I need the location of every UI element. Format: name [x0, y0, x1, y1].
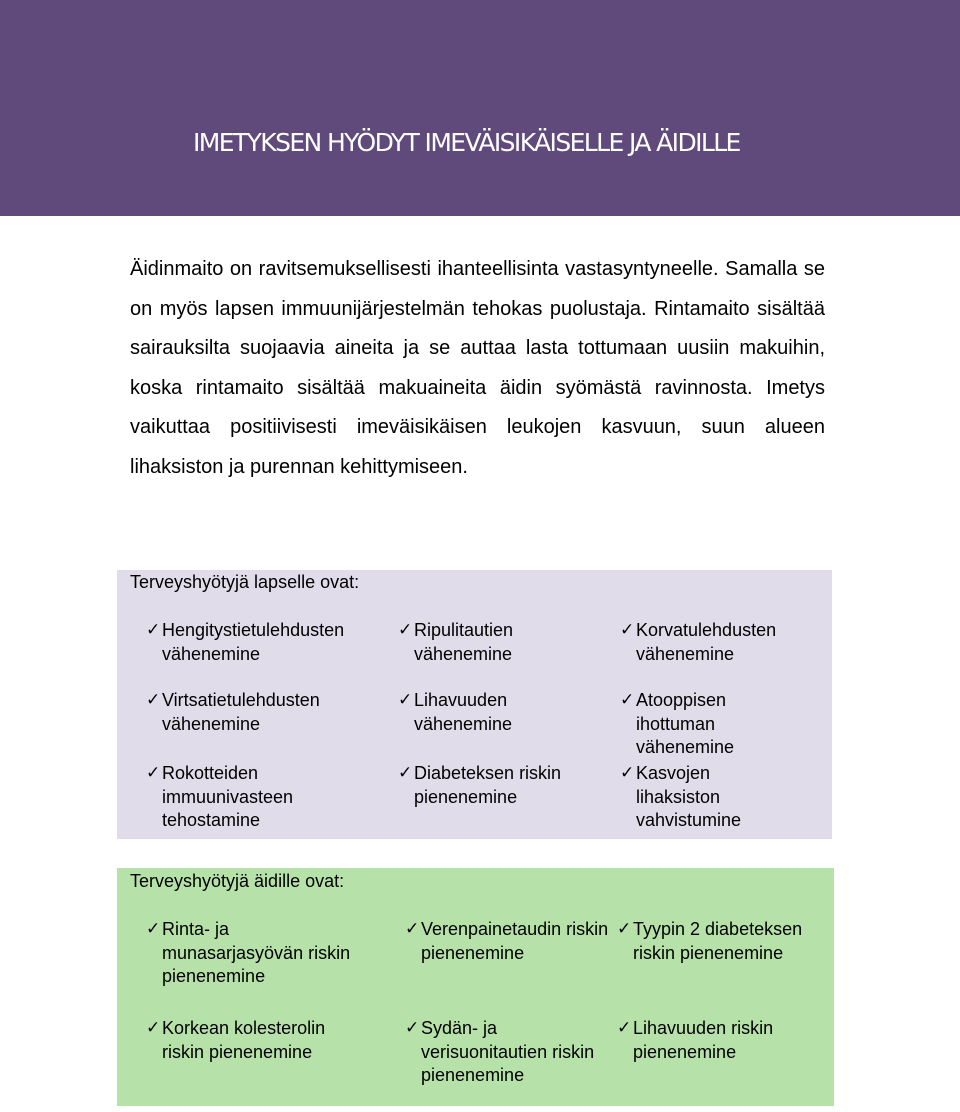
- check-mark-icon: ✓: [398, 690, 413, 710]
- list-item-label: Diabeteksen riskin pienenemine: [414, 763, 562, 807]
- list-item-label: Ripulitautien vähenemine: [414, 620, 514, 664]
- check-mark-icon: ✓: [146, 690, 161, 710]
- list-item: [620, 689, 765, 760]
- list-item: [398, 762, 598, 809]
- list-item-label: Korvatulehdusten vähenemine: [636, 620, 777, 664]
- list-item: [146, 762, 331, 833]
- check-mark-icon: ✓: [617, 1018, 632, 1038]
- list-item: [146, 689, 381, 736]
- mother-benefits-box: [117, 868, 834, 1106]
- list-item: [405, 918, 615, 965]
- check-mark-icon: ✓: [617, 919, 632, 939]
- list-item: [146, 918, 361, 989]
- mother-benefits-heading: Terveyshyötyjä äidille ovat:: [130, 871, 345, 891]
- list-item: [146, 619, 381, 666]
- list-item-label: Lihavuuden vähenemine: [414, 690, 513, 734]
- list-item-label: Sydän- ja verisuonitautien riskin pienenemine: [421, 1018, 595, 1085]
- list-item-label: Tyypin 2 diabeteksen riskin pienenemine: [633, 919, 803, 963]
- page-title: IMETYKSEN HYÖDYT IMEVÄISIKÄISELLE JA ÄIDILLE: [193, 128, 740, 157]
- intro-paragraph: Äidinmaito on ravitsemuksellisesti ihanteellisinta vastasyntyneelle. Samalla se on myös lapsen immuunijärjestelmän tehokas puolustaja. Rintamaito sisältää sairauksilta suojaavia aineita ja se auttaa lasta tottumaan uusiin makuihin, koska rintamaito sisältää makuaineita äidin syömästä ravinnosta. Imetys vaikuttaa positiivisesti imeväisikäisen leukojen kasvuun, suun alueen lihaksiston ja purennan kehittymiseen.: [130, 258, 825, 478]
- list-item: [405, 1017, 615, 1088]
- list-item-label: Rokotteiden immuunivasteen tehostamine: [162, 763, 294, 830]
- child-benefits-heading: Terveyshyötyjä lapselle ovat:: [130, 572, 360, 592]
- list-item: [398, 619, 578, 666]
- list-item-label: Rinta- ja munasarjasyövän riskin pienenemine: [162, 919, 351, 986]
- check-mark-icon: ✓: [146, 1018, 161, 1038]
- check-mark-icon: ✓: [620, 620, 635, 640]
- list-item-label: Atooppisen ihottuman vähenemine: [636, 690, 735, 757]
- check-mark-icon: ✓: [405, 919, 420, 939]
- check-mark-icon: ✓: [620, 763, 635, 783]
- check-mark-icon: ✓: [398, 620, 413, 640]
- list-item: [617, 918, 817, 965]
- check-mark-icon: ✓: [146, 763, 161, 783]
- check-mark-icon: ✓: [405, 1018, 420, 1038]
- list-item-label: Korkean kolesterolin riskin pienenemine: [162, 1018, 326, 1062]
- list-item: [620, 619, 820, 666]
- list-item-label: Verenpainetaudin riskin pienenemine: [421, 919, 609, 963]
- child-benefits-box: [117, 570, 832, 839]
- list-item: [620, 762, 780, 833]
- check-mark-icon: ✓: [398, 763, 413, 783]
- check-mark-icon: ✓: [146, 620, 161, 640]
- header-banner: [0, 0, 960, 216]
- list-item: [617, 1017, 817, 1064]
- list-item-label: Lihavuuden riskin pienenemine: [633, 1018, 774, 1062]
- list-item-label: Kasvojen lihaksiston vahvistumine: [636, 763, 742, 830]
- list-item: [398, 689, 568, 736]
- list-item-label: Virtsatietulehdusten vähenemine: [162, 690, 320, 734]
- list-item-label: Hengitystietulehdusten vähenemine: [162, 620, 345, 664]
- check-mark-icon: ✓: [620, 690, 635, 710]
- check-mark-icon: ✓: [146, 919, 161, 939]
- list-item: [146, 1017, 371, 1064]
